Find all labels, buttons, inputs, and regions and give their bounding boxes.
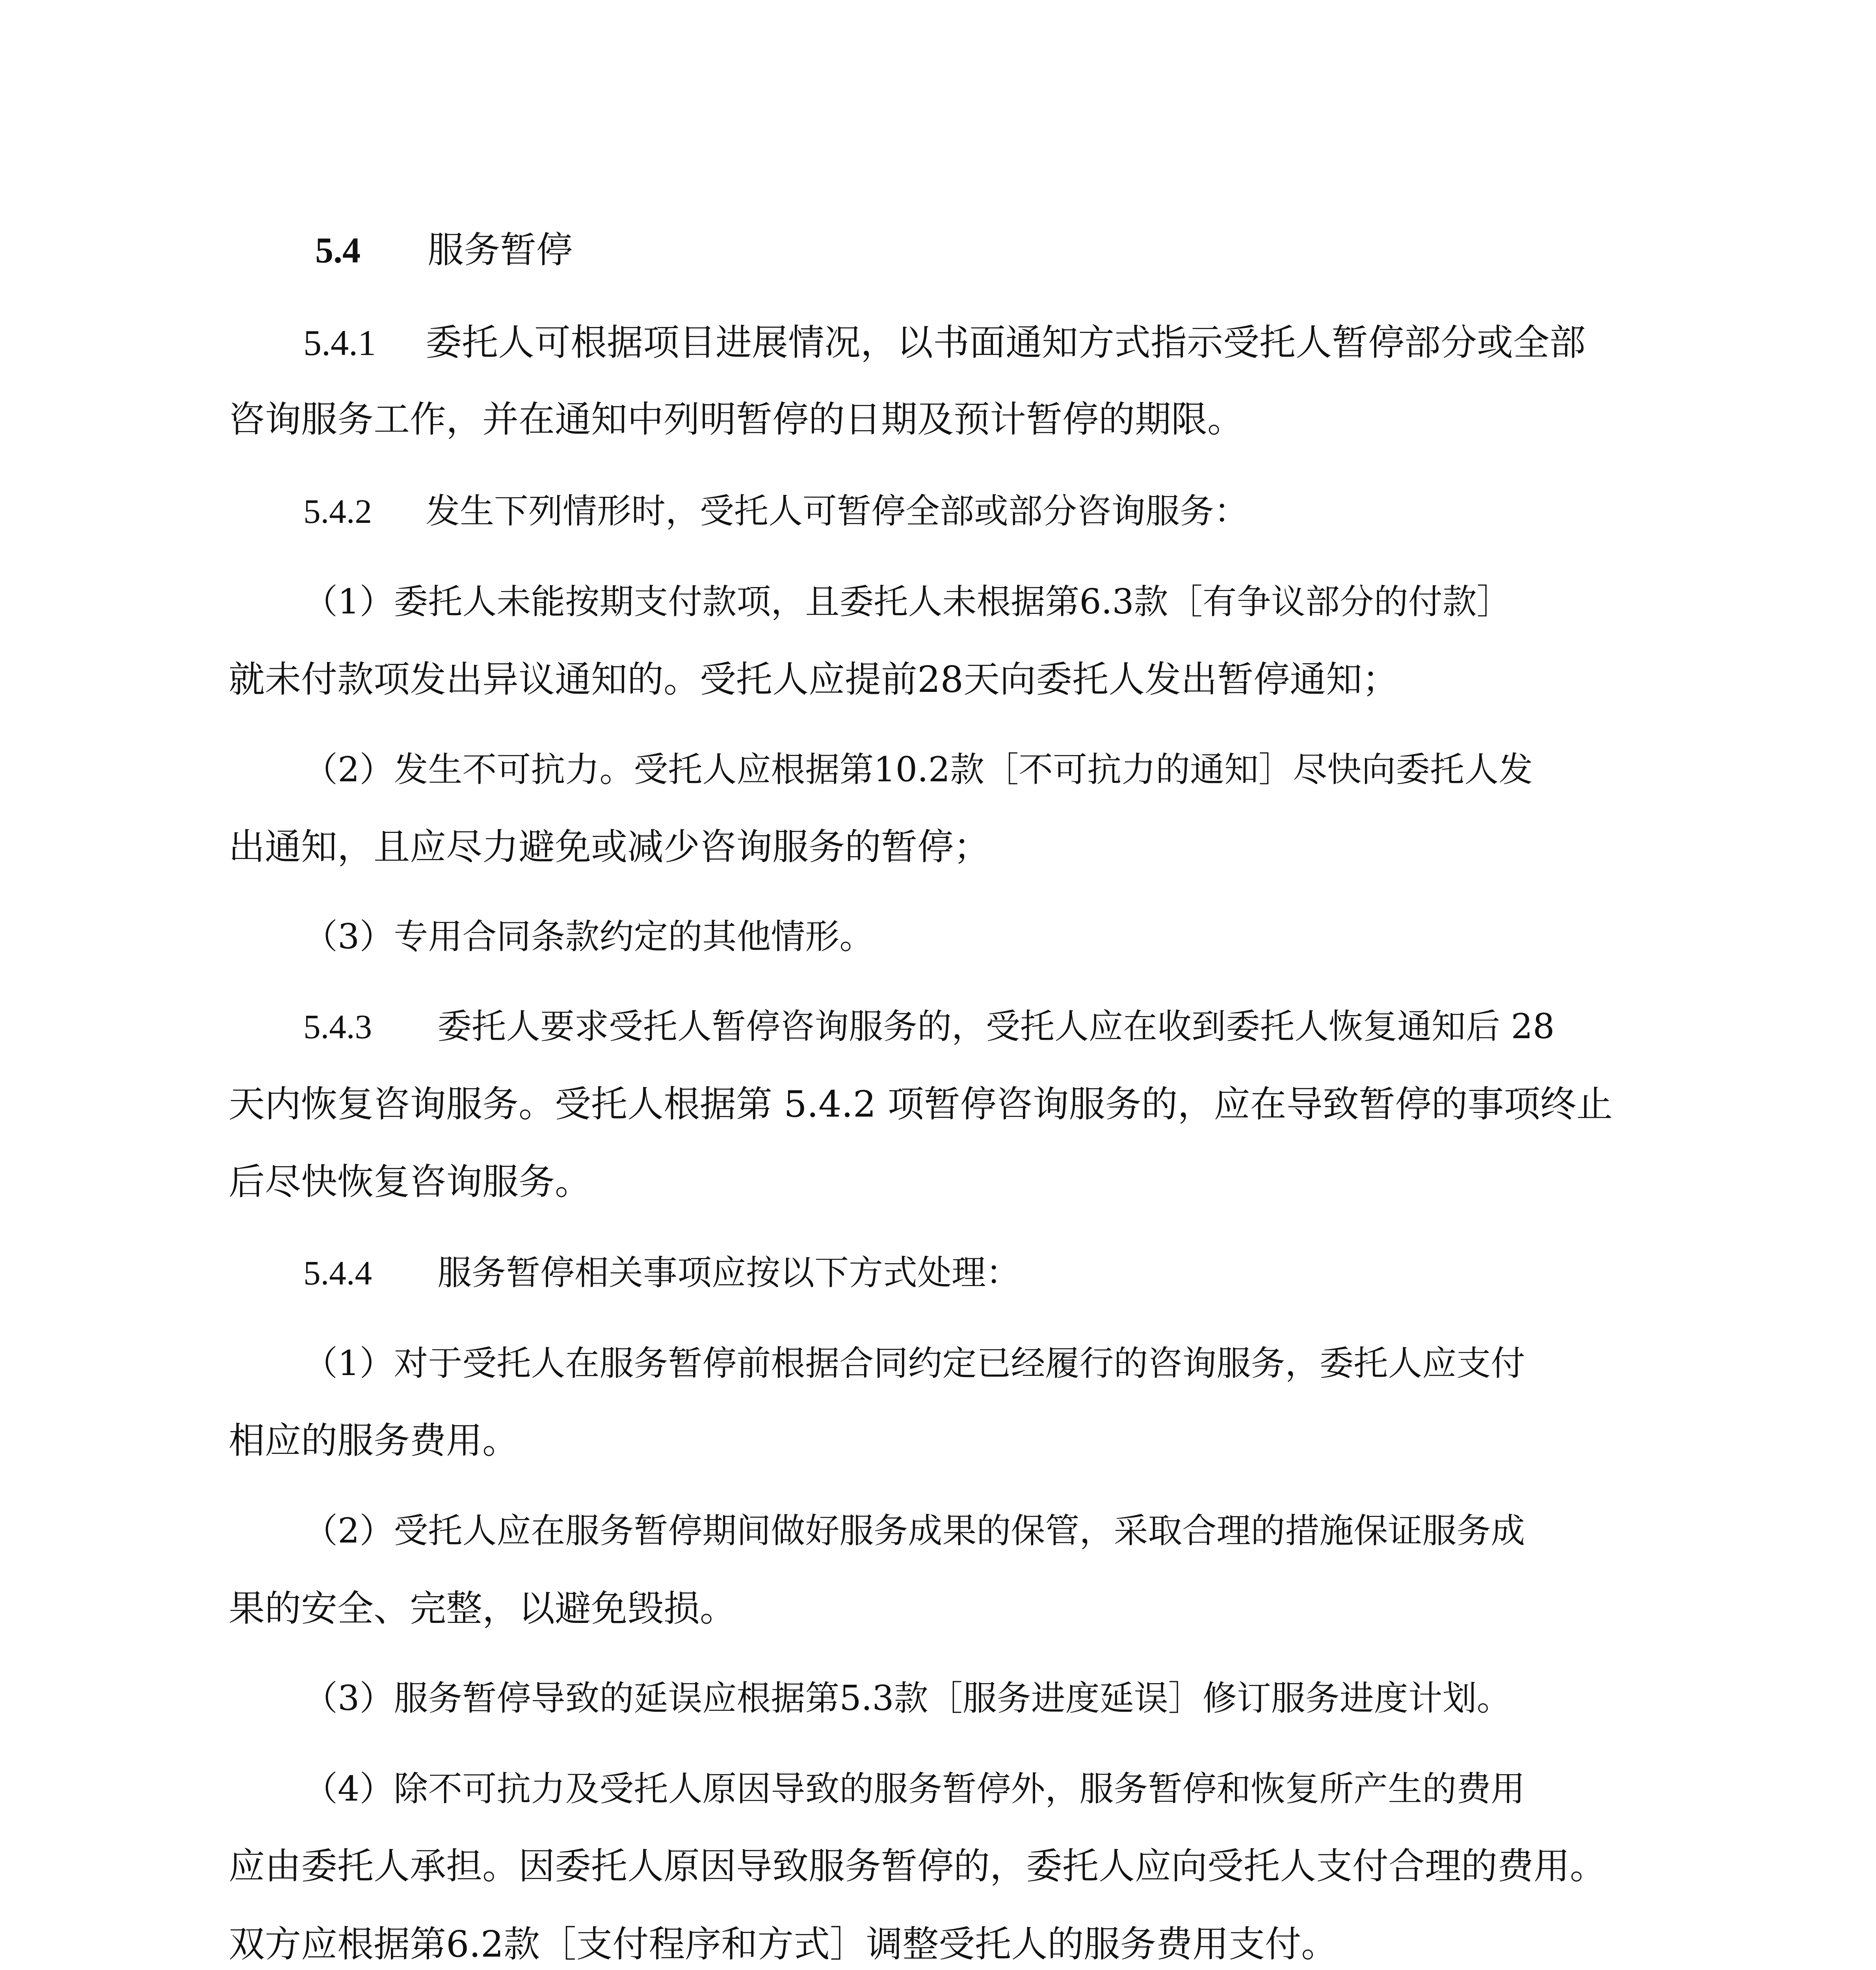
clause-number: 5.4.2 (303, 492, 372, 530)
list-item-5-4-4-3 (303, 1673, 1738, 1724)
section-number: 5.4 (315, 230, 361, 270)
list-item-5-4-2-1-line-1 (303, 576, 1738, 627)
list-item-5-4-4-1-line-2: 相应的服务费用。 (229, 1420, 519, 1462)
item-marker: （1） (303, 1343, 394, 1383)
paragraph-5-4-3-line-3: 后尽快恢复咨询服务。 (229, 1161, 591, 1203)
clause-number: 5.4.4 (303, 1254, 372, 1292)
list-item-5-4-4-4-line-3: 双方应根据第6.2款［支付程序和方式］调整受托人的服务费用支付。 (229, 1923, 1338, 1965)
paragraph-5-4-3-line-2: 天内恢复咨询服务。受托人根据第 5.4.2 项暂停咨询服务的，应在导致暂停的事项终止 (229, 1083, 1613, 1125)
paragraph-5-4-4 (303, 1247, 1738, 1299)
item-text: 对于受托人在服务暂停前根据合同约定已经履行的咨询服务，委托人应支付 (394, 1343, 1525, 1383)
paragraph-5-4-1-line-1 (303, 317, 1663, 368)
item-text: 专用合同条款约定的其他情形。 (394, 916, 874, 957)
list-item-5-4-4-2-line-1 (303, 1505, 1738, 1556)
list-item-5-4-2-2-line-2: 出通知，且应尽力避免或减少咨询服务的暂停； (229, 826, 990, 868)
item-marker: （3） (303, 916, 394, 957)
item-text: 服务暂停导致的延误应根据第5.3款［服务进度延误］修订服务进度计划。 (394, 1678, 1511, 1718)
section-heading-5-4 (315, 225, 573, 276)
list-item-5-4-4-4-line-1 (303, 1763, 1738, 1814)
section-title: 服务暂停 (428, 229, 573, 271)
list-item-5-4-4-1-line-1 (303, 1338, 1738, 1389)
item-text: 除不可抗力及受托人原因导致的服务暂停外，服务暂停和恢复所产生的费用 (394, 1769, 1525, 1809)
item-text: 受托人应在服务暂停期间做好服务成果的保管，采取合理的措施保证服务成 (394, 1511, 1525, 1551)
item-marker: （2） (303, 1511, 394, 1551)
list-item-5-4-4-2-line-2: 果的安全、完整，以避免毁损。 (229, 1587, 736, 1630)
clause-text: 委托人要求受托人暂停咨询服务的，受托人应在收到委托人恢复通知后 28 (437, 1006, 1555, 1046)
clause-text: 委托人可根据项目进展情况，以书面通知方式指示受托人暂停部分或全部 (426, 322, 1586, 364)
item-text: 委托人未能按期支付款项，且委托人未根据第6.3款［有争议部分的付款］ (394, 582, 1511, 622)
item-marker: （4） (303, 1769, 394, 1809)
item-text: 发生不可抗力。受托人应根据第10.2款［不可抗力的通知］尽快向委托人发 (394, 749, 1533, 790)
clause-text: 服务暂停相关事项应按以下方式处理： (437, 1253, 1020, 1293)
item-marker: （2） (303, 749, 394, 790)
item-marker: （1） (303, 582, 394, 622)
clause-text: 发生下列情形时，受托人可暂停全部或部分咨询服务： (426, 491, 1248, 531)
clause-number: 5.4.1 (303, 323, 376, 363)
paragraph-5-4-2 (303, 485, 1738, 537)
list-item-5-4-2-3 (303, 911, 1738, 962)
list-item-5-4-4-4-line-2: 应由委托人承担。因委托人原因导致服务暂停的，委托人应向受托人支付合理的费用。 (229, 1845, 1606, 1887)
list-item-5-4-2-1-line-2: 就未付款项发出异议通知的。受托人应提前28天向委托人发出暂停通知； (229, 658, 1399, 701)
paragraph-5-4-3-line-1 (303, 1001, 1738, 1052)
list-item-5-4-2-2-line-1 (303, 744, 1738, 795)
item-marker: （3） (303, 1678, 394, 1718)
paragraph-5-4-1-line-2: 咨询服务工作，并在通知中列明暂停的日期及预计暂停的期限。 (229, 398, 1244, 440)
clause-number: 5.4.3 (303, 1007, 372, 1046)
